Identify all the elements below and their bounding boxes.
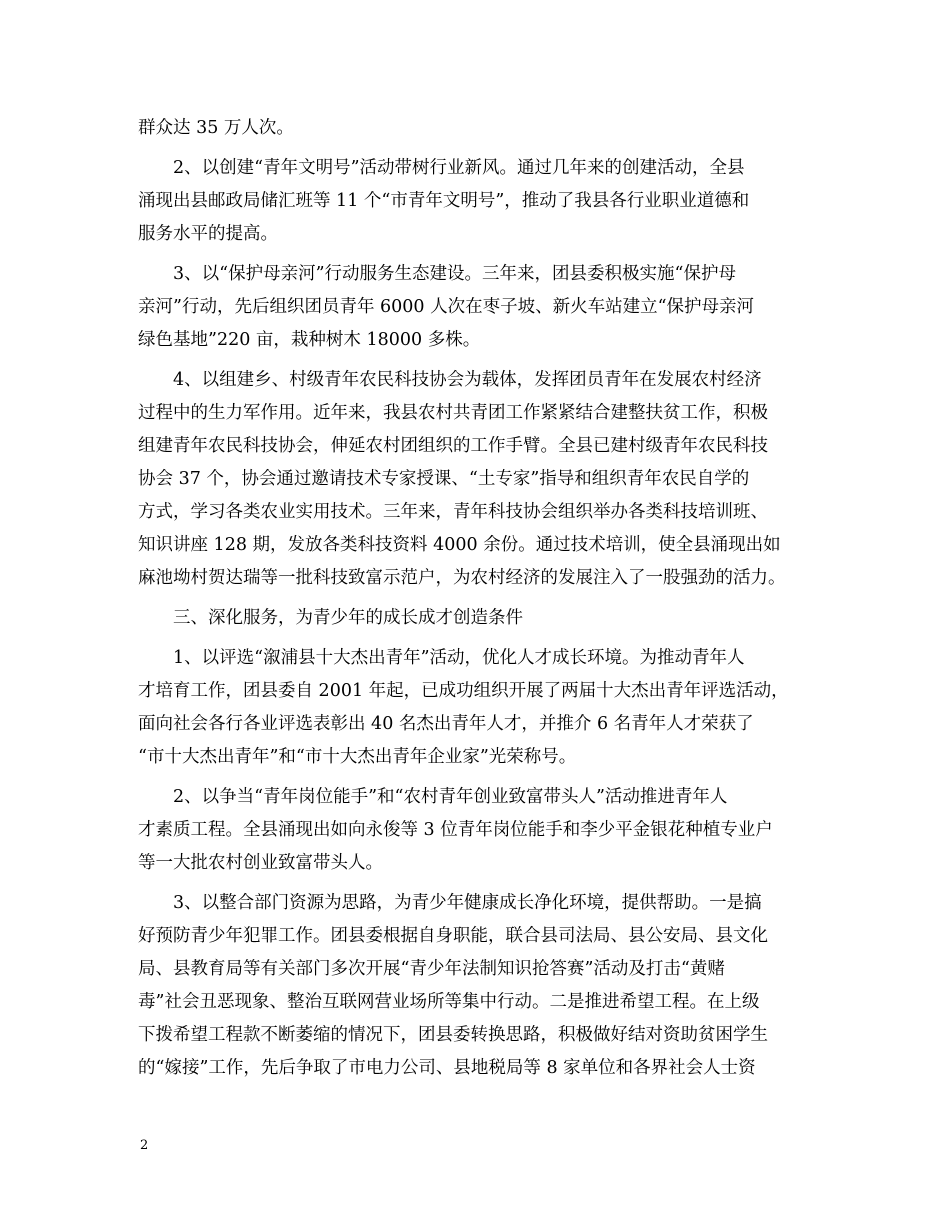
paragraph-line: 才培育工作，团县委自 2001 年起，已成功组织开展了两届十大杰出青年评选活动，: [138, 681, 789, 701]
paragraph-line: 服务水平的提高。: [138, 224, 278, 244]
paragraph-line: 亲河”行动，先后组织团员青年 6000 人次在枣子坡、新火车站建立“保护母亲河: [138, 297, 755, 317]
paragraph-line: 涌现出县邮政局储汇班等 11 个“市青年文明号”，推动了我县各行业职业道德和: [138, 191, 750, 211]
paragraph-line: 过程中的生力军作用。近年来，我县农村共青团工作紧紧结合建整扶贫工作，积极: [138, 403, 768, 423]
paragraph-line: 4、以组建乡、村级青年农民科技协会为载体，发挥团员青年在发展农村经济: [173, 370, 762, 390]
paragraph-line: 2、以争当“青年岗位能手”和“农村青年创业致富带头人”活动推进青年人: [173, 787, 728, 807]
section-heading: 三、深化服务，为青少年的成长成才创造条件: [173, 608, 523, 628]
paragraph-line: 3、以整合部门资源为思路，为青少年健康成长净化环境，提供帮助。一是搞: [173, 893, 762, 913]
paragraph-line: “市十大杰出青年”和“市十大杰出青年企业家”光荣称号。: [138, 747, 577, 767]
paragraph-line: 知识讲座 128 期，发放各类科技资料 4000 余份。通过技术培训，使全县涌现出如: [138, 535, 781, 555]
paragraph-line: 局、县教育局等有关部门多次开展“青少年法制知识抢答赛”活动及打击“黄赌: [138, 959, 725, 979]
paragraph-line: 1、以评选“溆浦县十大杰出青年”活动，优化人才成长环境。为推动青年人: [173, 648, 745, 668]
paragraph-line: 毒”社会丑恶现象、整治互联网营业场所等集中行动。二是推进希望工程。在上级: [138, 992, 760, 1012]
paragraph-line: 组建青年农民科技协会，伸延农村团组织的工作手臂。全县已建村级青年农民科技: [138, 436, 768, 456]
page-number: 2: [140, 1138, 149, 1153]
paragraph-line: 好预防青少年犯罪工作。团县委根据自身职能，联合县司法局、县公安局、县文化: [138, 926, 768, 946]
paragraph-line: 方式，学习各类农业实用技术。三年来，青年科技协会组织举办各类科技培训班、: [138, 502, 768, 522]
paragraph-line: 的“嫁接”工作，先后争取了市电力公司、县地税局等 8 家单位和各界社会人士资: [138, 1058, 756, 1078]
paragraph-line: 2、以创建“青年文明号”活动带树行业新风。通过几年来的创建活动，全县: [173, 158, 745, 178]
paragraph-line: 等一大批农村创业致富带头人。: [138, 853, 383, 873]
paragraph-line: 绿色基地”220 亩，栽种树木 18000 多株。: [138, 330, 481, 350]
paragraph-line: 协会 37 个，协会通过邀请技术专家授课、“土专家”指导和组织青年农民自学的: [138, 469, 750, 489]
paragraph-line: 下拨希望工程款不断萎缩的情况下，团县委转换思路，积极做好结对资助贫困学生: [138, 1025, 768, 1045]
paragraph-line: 麻池坳村贺达瑞等一批科技致富示范户，为农村经济的发展注入了一股强劲的活力。: [138, 568, 786, 588]
paragraph-line: 群众达 35 万人次。: [138, 118, 294, 138]
paragraph-line: 3、以“保护母亲河”行动服务生态建设。三年来，团县委积极实施“保护母: [173, 264, 736, 284]
paragraph-line: 面向社会各行各业评选表彰出 40 名杰出青年人才，并推介 6 名青年人才荣获了: [138, 714, 754, 734]
paragraph-line: 才素质工程。全县涌现出如向永俊等 3 位青年岗位能手和李少平金银花种植专业户: [138, 820, 773, 840]
